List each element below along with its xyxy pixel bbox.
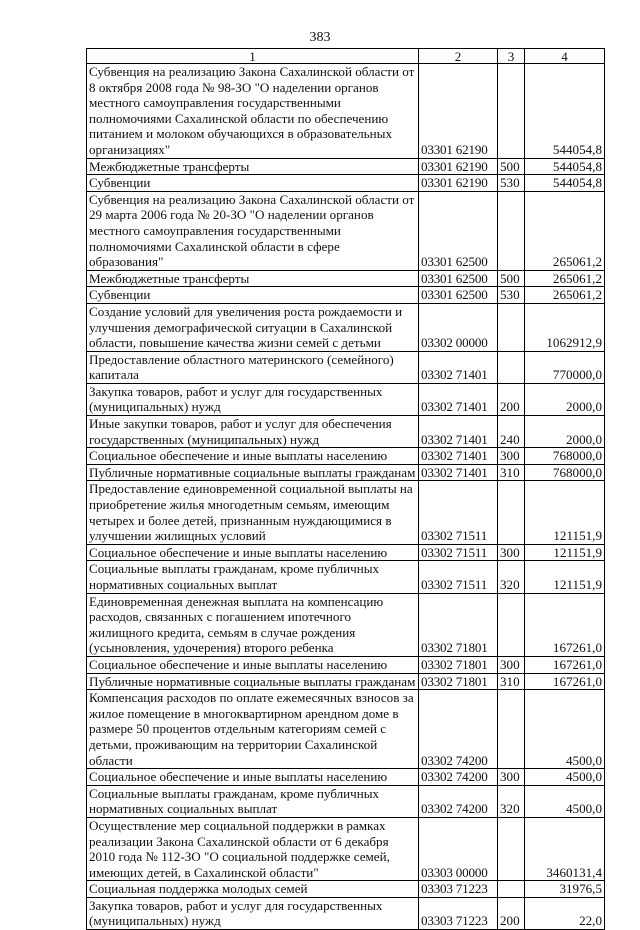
row-amount-cell: 265061,2 bbox=[525, 287, 605, 304]
row-name-cell: Межбюджетные трансферты bbox=[87, 158, 419, 175]
row-name-cell: Субвенции bbox=[87, 287, 419, 304]
row-amount-cell: 121151,9 bbox=[525, 481, 605, 544]
row-amount-cell: 3460131,4 bbox=[525, 817, 605, 880]
row-kind-cell: 500 bbox=[498, 270, 525, 287]
row-code-cell: 03302 71401 bbox=[419, 416, 498, 448]
table-header-row bbox=[87, 49, 605, 64]
table-row bbox=[87, 593, 605, 656]
row-code-cell: 03302 74200 bbox=[419, 769, 498, 786]
row-name-cell: Социальные выплаты гражданам, кроме публичных нормативных социальных выплат bbox=[87, 561, 419, 593]
table-row bbox=[87, 158, 605, 175]
column-header-name: 1 bbox=[87, 49, 419, 64]
row-code-cell: 03303 71223 bbox=[419, 881, 498, 898]
row-name-cell: Закупка товаров, работ и услуг для государственных (муниципальных) нужд bbox=[87, 897, 419, 929]
row-code-cell: 03302 71401 bbox=[419, 351, 498, 383]
table-row bbox=[87, 416, 605, 448]
row-code-cell: 03302 71511 bbox=[419, 561, 498, 593]
table-row bbox=[87, 270, 605, 287]
table-row bbox=[87, 897, 605, 929]
row-kind-cell: 300 bbox=[498, 769, 525, 786]
row-amount-cell: 265061,2 bbox=[525, 270, 605, 287]
column-header-code: 2 bbox=[419, 49, 498, 64]
row-amount-cell: 167261,0 bbox=[525, 593, 605, 656]
row-code-cell: 03302 71401 bbox=[419, 383, 498, 415]
row-amount-cell: 22,0 bbox=[525, 897, 605, 929]
row-amount-cell: 121151,9 bbox=[525, 544, 605, 561]
row-kind-cell: 500 bbox=[498, 158, 525, 175]
column-header-amount: 4 bbox=[525, 49, 605, 64]
row-amount-cell: 544054,8 bbox=[525, 64, 605, 159]
row-code-cell: 03302 71801 bbox=[419, 673, 498, 690]
table-row bbox=[87, 351, 605, 383]
row-kind-cell: 300 bbox=[498, 656, 525, 673]
column-header-kind: 3 bbox=[498, 49, 525, 64]
row-code-cell: 03302 71801 bbox=[419, 593, 498, 656]
row-amount-cell: 544054,8 bbox=[525, 175, 605, 192]
row-kind-cell bbox=[498, 303, 525, 351]
row-amount-cell: 4500,0 bbox=[525, 769, 605, 786]
table-row bbox=[87, 191, 605, 270]
row-name-cell: Иные закупки товаров, работ и услуг для обеспечения государственных (муниципальных) нужд bbox=[87, 416, 419, 448]
row-code-cell: 03303 71223 bbox=[419, 897, 498, 929]
row-kind-cell: 200 bbox=[498, 383, 525, 415]
row-amount-cell: 768000,0 bbox=[525, 464, 605, 481]
row-code-cell: 03301 62500 bbox=[419, 270, 498, 287]
row-name-cell: Социальная поддержка молодых семей bbox=[87, 881, 419, 898]
row-code-cell: 03302 71401 bbox=[419, 464, 498, 481]
row-code-cell: 03302 74200 bbox=[419, 690, 498, 769]
row-kind-cell: 200 bbox=[498, 897, 525, 929]
row-kind-cell bbox=[498, 817, 525, 880]
row-code-cell: 03301 62500 bbox=[419, 191, 498, 270]
row-name-cell: Социальные выплаты гражданам, кроме публичных нормативных социальных выплат bbox=[87, 785, 419, 817]
budget-table bbox=[86, 48, 605, 930]
table-row bbox=[87, 64, 605, 159]
row-name-cell: Предоставление единовременной социальной выплаты на приобретение жилья многодетным семьям, имеющим четырех и более детей, признанным нуждающимися в улучшении жилищных условий bbox=[87, 481, 419, 544]
table-row bbox=[87, 690, 605, 769]
row-kind-cell: 530 bbox=[498, 287, 525, 304]
row-kind-cell: 300 bbox=[498, 448, 525, 465]
table-row bbox=[87, 448, 605, 465]
row-kind-cell: 240 bbox=[498, 416, 525, 448]
row-code-cell: 03302 71511 bbox=[419, 544, 498, 561]
row-name-cell: Создание условий для увеличения роста рождаемости и улучшения демографической ситуации в Сахалинской области, повышение качества жизни семей с детьми bbox=[87, 303, 419, 351]
row-amount-cell: 2000,0 bbox=[525, 416, 605, 448]
row-kind-cell: 530 bbox=[498, 175, 525, 192]
row-code-cell: 03301 62190 bbox=[419, 158, 498, 175]
row-name-cell: Осуществление мер социальной поддержки в рамках реализации Закона Сахалинской области от 6 декабря 2010 года № 112-ЗО "О социальной поддержке семей, имеющих детей, в Сахалинской области" bbox=[87, 817, 419, 880]
row-code-cell: 03302 00000 bbox=[419, 303, 498, 351]
row-kind-cell bbox=[498, 351, 525, 383]
row-kind-cell bbox=[498, 191, 525, 270]
row-name-cell: Социальное обеспечение и иные выплаты населению bbox=[87, 769, 419, 786]
row-name-cell: Социальное обеспечение и иные выплаты населению bbox=[87, 448, 419, 465]
row-amount-cell: 770000,0 bbox=[525, 351, 605, 383]
row-amount-cell: 4500,0 bbox=[525, 690, 605, 769]
table-row bbox=[87, 544, 605, 561]
row-code-cell: 03302 74200 bbox=[419, 785, 498, 817]
row-name-cell: Предоставление областного материнского (семейного) капитала bbox=[87, 351, 419, 383]
row-name-cell: Субвенция на реализацию Закона Сахалинской области от 8 октября 2008 года № 98-ЗО "О наделении органов местного самоуправления государственными полномочиями Сахалинской области по обеспечению питанием и молоком обучающихся в образовательных организациях" bbox=[87, 64, 419, 159]
row-amount-cell: 265061,2 bbox=[525, 191, 605, 270]
row-amount-cell: 121151,9 bbox=[525, 561, 605, 593]
table-row bbox=[87, 881, 605, 898]
row-name-cell: Компенсация расходов по оплате ежемесячных взносов за жилое помещение в многоквартирном арендном доме в размере 50 процентов отдельным категориям семей с детьми, проживающим на территории Сахалинской области bbox=[87, 690, 419, 769]
row-kind-cell: 320 bbox=[498, 561, 525, 593]
row-kind-cell: 310 bbox=[498, 464, 525, 481]
row-amount-cell: 31976,5 bbox=[525, 881, 605, 898]
row-kind-cell: 300 bbox=[498, 544, 525, 561]
row-code-cell: 03302 71801 bbox=[419, 656, 498, 673]
page-number: 383 bbox=[309, 30, 331, 45]
row-name-cell: Субвенции bbox=[87, 175, 419, 192]
row-kind-cell bbox=[498, 64, 525, 159]
row-name-cell: Социальное обеспечение и иные выплаты населению bbox=[87, 656, 419, 673]
table-row bbox=[87, 785, 605, 817]
row-amount-cell: 4500,0 bbox=[525, 785, 605, 817]
row-name-cell: Публичные нормативные социальные выплаты гражданам bbox=[87, 673, 419, 690]
row-kind-cell bbox=[498, 593, 525, 656]
row-code-cell: 03301 62190 bbox=[419, 175, 498, 192]
row-amount-cell: 167261,0 bbox=[525, 673, 605, 690]
row-kind-cell bbox=[498, 481, 525, 544]
row-amount-cell: 768000,0 bbox=[525, 448, 605, 465]
table-row bbox=[87, 464, 605, 481]
row-name-cell: Социальное обеспечение и иные выплаты населению bbox=[87, 544, 419, 561]
table-row bbox=[87, 175, 605, 192]
row-amount-cell: 2000,0 bbox=[525, 383, 605, 415]
row-code-cell: 03302 71401 bbox=[419, 448, 498, 465]
row-code-cell: 03302 71511 bbox=[419, 481, 498, 544]
table-row bbox=[87, 673, 605, 690]
row-kind-cell bbox=[498, 881, 525, 898]
row-amount-cell: 167261,0 bbox=[525, 656, 605, 673]
row-code-cell: 03301 62500 bbox=[419, 287, 498, 304]
row-name-cell: Публичные нормативные социальные выплаты гражданам bbox=[87, 464, 419, 481]
row-amount-cell: 1062912,9 bbox=[525, 303, 605, 351]
row-amount-cell: 544054,8 bbox=[525, 158, 605, 175]
table-row bbox=[87, 287, 605, 304]
row-name-cell: Закупка товаров, работ и услуг для государственных (муниципальных) нужд bbox=[87, 383, 419, 415]
row-code-cell: 03301 62190 bbox=[419, 64, 498, 159]
row-name-cell: Единовременная денежная выплата на компенсацию расходов, связанных с погашением ипотечного жилищного кредита, семьям в случае рождения (усыновления, удочерения) второго ребенка bbox=[87, 593, 419, 656]
row-name-cell: Межбюджетные трансферты bbox=[87, 270, 419, 287]
row-code-cell: 03303 00000 bbox=[419, 817, 498, 880]
table-row bbox=[87, 303, 605, 351]
table-row bbox=[87, 383, 605, 415]
table-row bbox=[87, 769, 605, 786]
table-row bbox=[87, 817, 605, 880]
table-row bbox=[87, 561, 605, 593]
row-kind-cell: 320 bbox=[498, 785, 525, 817]
table-row bbox=[87, 481, 605, 544]
row-kind-cell: 310 bbox=[498, 673, 525, 690]
table-row bbox=[87, 656, 605, 673]
row-name-cell: Субвенция на реализацию Закона Сахалинской области от 29 марта 2006 года № 20-ЗО "О наделении органов местного самоуправления государственными полномочиями Сахалинской области в сфере образования" bbox=[87, 191, 419, 270]
row-kind-cell bbox=[498, 690, 525, 769]
